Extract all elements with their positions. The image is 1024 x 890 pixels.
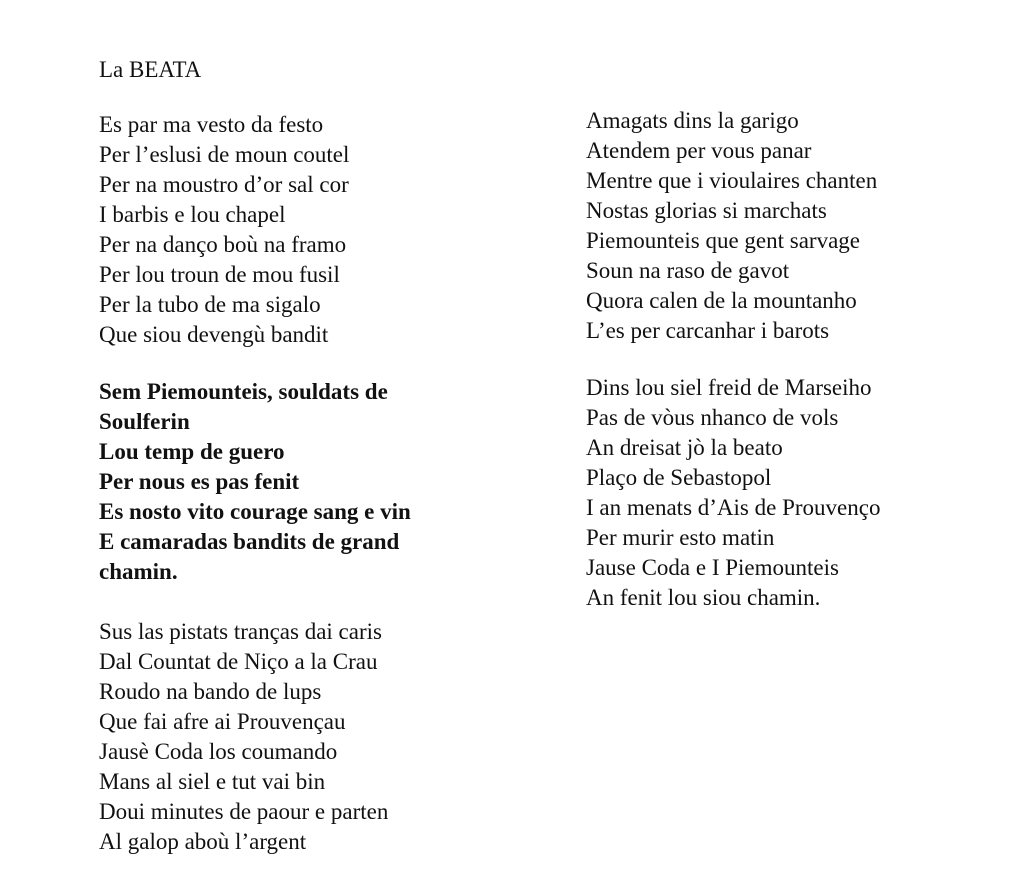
- verse-line: Per l’eslusi de moun coutel: [99, 142, 350, 167]
- verse-line: I barbis e lou chapel: [99, 202, 286, 227]
- verse-line: An dreisat jò la beato: [586, 435, 783, 460]
- chorus-line: E camaradas bandits de grand: [99, 529, 400, 554]
- verse-line: Per murir esto matin: [586, 525, 775, 550]
- verse-line: Jausè Coda los coumando: [99, 739, 338, 764]
- verse-line: Atendem per vous panar: [586, 138, 812, 163]
- chorus: [99, 377, 411, 587]
- verse-line: L’es per carcanhar i barots: [586, 318, 830, 343]
- verse-line: Doui minutes de paour e parten: [99, 799, 389, 824]
- chorus-line: Sem Piemounteis, souldats de: [99, 379, 388, 404]
- stanza-4: [586, 373, 880, 613]
- verse-line: Dal Countat de Niço a la Crau: [99, 649, 378, 674]
- verse-line: Jause Coda e I Piemounteis: [586, 555, 839, 580]
- stanza-1: [99, 110, 349, 350]
- chorus-line: chamin.: [99, 559, 178, 584]
- verse-line: Piemounteis que gent sarvage: [586, 228, 861, 253]
- verse-line: I an menats d’Ais de Prouvenço: [586, 495, 881, 520]
- verse-line: Roudo na bando de lups: [99, 679, 322, 704]
- verse-line: An fenit lou siou chamin.: [586, 585, 821, 610]
- verse-line: Pas de vòus nhanco de vols: [586, 405, 839, 430]
- verse-line: Per la tubo de ma sigalo: [99, 292, 321, 317]
- verse-line: Es par ma vesto da festo: [99, 112, 324, 137]
- verse-line: Per na danço boù na framo: [99, 232, 347, 257]
- verse-line: Soun na raso de gavot: [586, 258, 790, 283]
- verse-line: Mentre que i vioulaires chanten: [586, 168, 878, 193]
- verse-line: Al galop aboù l’argent: [99, 829, 307, 854]
- stanza-3: [586, 106, 877, 346]
- chorus-line: Per nous es pas fenit: [99, 469, 300, 494]
- stanza-2: [99, 617, 388, 857]
- verse-line: Quora calen de la mountanho: [586, 288, 857, 313]
- verse-line: Amagats dins la garigo: [586, 108, 799, 133]
- verse-line: Nostas glorias si marchats: [586, 198, 827, 223]
- chorus-line: Es nosto vito courage sang e vin: [99, 499, 411, 524]
- document-title: La BEATA: [99, 57, 202, 82]
- chorus-line: Soulferin: [99, 409, 190, 434]
- verse-line: Per lou troun de mou fusil: [99, 262, 340, 287]
- verse-line: Mans al siel e tut vai bin: [99, 769, 326, 794]
- verse-line: Que fai afre ai Prouvençau: [99, 709, 346, 734]
- verse-line: Per na moustro d’or sal cor: [99, 172, 349, 197]
- verse-line: Sus las pistats tranças dai caris: [99, 619, 382, 644]
- chorus-line: Lou temp de guero: [99, 439, 285, 464]
- verse-line: Que siou devengù bandit: [99, 322, 329, 347]
- verse-line: Dins lou siel freid de Marseiho: [586, 375, 872, 400]
- verse-line: Plaço de Sebastopol: [586, 465, 772, 490]
